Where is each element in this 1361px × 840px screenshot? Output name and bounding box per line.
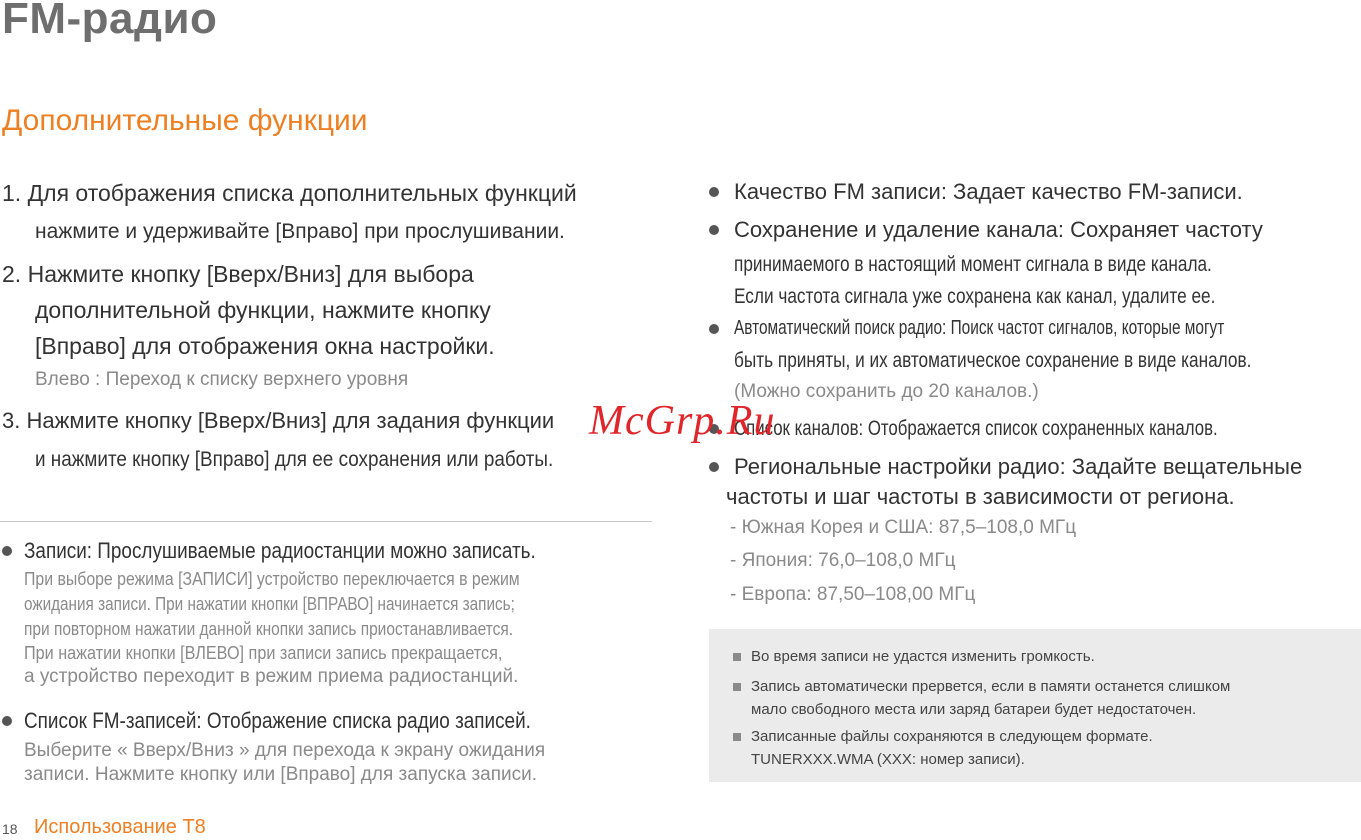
step-2-note: Влево : Переход к списку верхнего уровня — [35, 369, 409, 390]
bullet-records-line-5: а устройство переходит в режим приема радиостанций. — [24, 666, 519, 687]
bullet-icon — [709, 324, 719, 334]
note-square-icon — [733, 653, 741, 661]
section-title: Дополнительные функции — [2, 104, 368, 137]
step-1-line-1: Для отображения списка дополнительных функций — [27, 180, 577, 206]
page-number: 18 — [2, 821, 18, 837]
note-volume: Во время записи не удастся изменить громкость. — [751, 648, 1095, 665]
bullet-channel-save-line-2: принимаемого в настоящий момент сигнала в виде канала. — [734, 253, 1212, 276]
bullet-icon — [2, 716, 12, 726]
bullet-fm-list-title: Список FM-записей: Отображение списка радио записей. — [24, 708, 531, 733]
step-2-line-1: Нажмите кнопку [Вверх/Вниз] для выбора — [27, 261, 474, 287]
bullet-region-line-2: частоты и шаг частоты в зависимости от региона. — [726, 484, 1235, 509]
step-2-number: 2. — [2, 261, 22, 287]
bullet-icon — [2, 546, 12, 556]
note-square-icon — [733, 683, 741, 691]
region-korea-usa: - Южная Корея и США: 87,5–108,0 МГц — [730, 517, 1077, 538]
bullet-channel-save-line-3: Если частота сигнала уже сохранена как канал, удалите ее. — [734, 285, 1216, 308]
footer-label: Использование T8 — [34, 816, 206, 838]
bullet-records-line-3: при повторном нажатии данной кнопки запись приостанавливается. — [24, 619, 514, 639]
bullet-icon — [709, 225, 719, 235]
step-2-line-3: [Вправо] для отображения окна настройки. — [35, 333, 495, 359]
region-japan: - Япония: 76,0–108,0 МГц — [730, 550, 956, 571]
step-1-number: 1. — [2, 180, 22, 206]
bullet-records-line-1: При выборе режима [ЗАПИСИ] устройство переключается в режим — [24, 569, 520, 589]
bullet-fm-list-line-1: Выберите « Вверх/Вниз » для перехода к экрану ожидания — [24, 740, 546, 761]
bullet-records-line-2: ожидания записи. При нажатии кнопки [ВПРАВО] начинается запись; — [24, 594, 515, 614]
bullet-channel-list: Список каналов: Отображается список сохраненных каналов. — [734, 417, 1218, 440]
step-1 — [2, 180, 577, 207]
bullet-channel-save-line-1: Сохранение и удаление канала: Сохраняет частоту — [734, 217, 1263, 242]
step-3-line-2: и нажмите кнопку [Вправо] для ее сохранения или работы. — [35, 448, 554, 471]
divider — [0, 521, 652, 522]
note-square-icon — [733, 733, 741, 741]
bullet-auto-search-line-1: Автоматический поиск радио: Поиск частот сигналов, которые могут — [734, 317, 1225, 339]
bullet-auto-search-line-3: (Можно сохранить до 20 каналов.) — [734, 381, 1039, 402]
note-format-line-2: TUNERXXX.WMA (XXX: номер записи). — [751, 751, 1025, 768]
bullet-icon — [709, 187, 719, 197]
region-europe: - Европа: 87,50–108,00 МГц — [730, 584, 976, 605]
bullet-records-title: Записи: Прослушиваемые радиостанции можно записать. — [24, 538, 536, 563]
bullet-auto-search-line-2: быть приняты, и их автоматическое сохранение в виде каналов. — [734, 349, 1252, 372]
step-3-line-1: Нажмите кнопку [Вверх/Вниз] для задания функции — [26, 408, 555, 433]
bullet-fm-list-line-2: записи. Нажмите кнопку или [Вправо] для запуска записи. — [24, 764, 538, 785]
step-2 — [2, 261, 474, 288]
bullet-region-line-1: Региональные настройки радио: Задайте вещательные — [734, 454, 1303, 479]
step-2-line-2: дополнительной функции, нажмите кнопку — [35, 297, 491, 323]
bullet-icon — [709, 462, 719, 472]
watermark: McGrp.Ru — [589, 398, 776, 444]
note-auto-stop-line-1: Запись автоматически прервется, если в памяти останется слишком — [751, 678, 1231, 695]
note-format-line-1: Записанные файлы сохраняются в следующем формате. — [751, 728, 1153, 745]
step-1-line-2: нажмите и удерживайте [Вправо] при прослушивании. — [35, 220, 565, 243]
bullet-records-line-4: При нажатии кнопки [ВЛЕВО] при записи запись прекращается, — [24, 643, 503, 663]
note-auto-stop-line-2: мало свободного места или заряд батареи будет недостаточен. — [751, 701, 1197, 718]
page-title: FM-радио — [2, 0, 218, 43]
step-3-number: 3. — [2, 408, 21, 433]
bullet-fm-quality: Качество FM записи: Задает качество FM-записи. — [734, 179, 1243, 204]
step-3 — [2, 408, 554, 434]
